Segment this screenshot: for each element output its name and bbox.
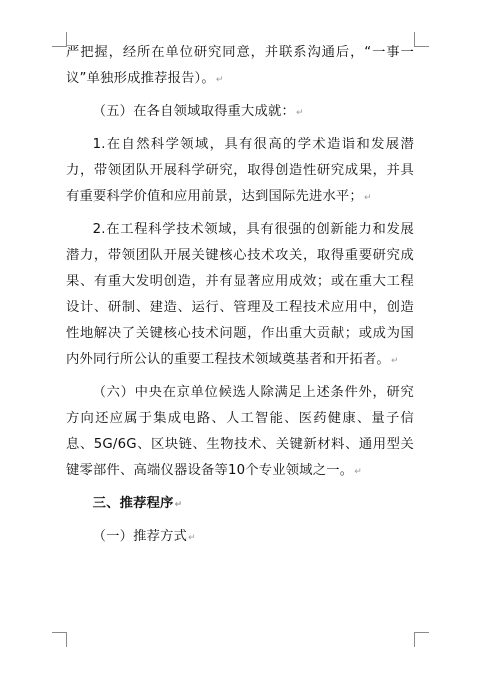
paragraph-text: 2.在工程科学技术领域，具有很强的创新能力和发展潜力，带领团队开展关键核心技术攻关，取得重要研究成果、有重大发明创造，并有显著应用成效；或在重大工程设计、研制、建造、运行、管理及工程技术应用中，创造性地解决了关键核心技术问题，作出重大贡献；或成为国内外同行所公认的重要工程技术领域奠基者和开拓者。 — [66, 222, 414, 367]
paragraph-2[interactable] — [66, 99, 414, 126]
paragraph-7[interactable] — [66, 524, 414, 551]
document-body[interactable] — [66, 40, 414, 557]
paragraph-text: （五）在各自领域取得重大成就： — [92, 104, 296, 119]
paragraph-1[interactable] — [66, 40, 414, 93]
paragraph-text: 严把握，经所在单位研究同意，并联系沟通后，“一事一议”单独形成推荐报告）。 — [66, 45, 414, 86]
crop-mark-bottom-left — [52, 632, 67, 647]
paragraph-3[interactable] — [66, 132, 414, 211]
paragraph-mark-icon: ↵ — [188, 533, 196, 543]
paragraph-mark-icon: ↵ — [215, 75, 224, 85]
paragraph-5[interactable] — [66, 380, 414, 485]
paragraph-mark-icon: ↵ — [390, 356, 399, 366]
paragraph-mark-icon: ↵ — [296, 108, 304, 118]
paragraph-mark-icon: ↵ — [363, 193, 372, 203]
paragraph-4[interactable] — [66, 217, 414, 374]
paragraph-mark-icon: ↵ — [354, 467, 363, 477]
paragraph-text: 1.在自然科学领域，具有很高的学术造诣和发展潜力，带领团队开展科学研究，取得创造性研究成果，并具有重要科学价值和应用前景，达到国际先进水平； — [66, 137, 414, 204]
crop-mark-top-left — [52, 32, 67, 47]
paragraph-text: （一）推荐方式 — [92, 529, 188, 544]
section-heading[interactable] — [66, 491, 414, 518]
heading-text: 三、推荐程序 — [92, 496, 174, 511]
crop-mark-top-right — [414, 32, 429, 47]
paragraph-text: （六）中央在京单位候选人除满足上述条件外，研究方向还应属于集成电路、人工智能、医药健康、量子信息、5G/6G、区块链、生物技术、关键新材料、通用型关键零部件、高端仪器设备等10个专业领域之一。 — [66, 385, 414, 478]
paragraph-mark-icon: ↵ — [174, 500, 183, 510]
crop-mark-bottom-right — [414, 632, 429, 647]
